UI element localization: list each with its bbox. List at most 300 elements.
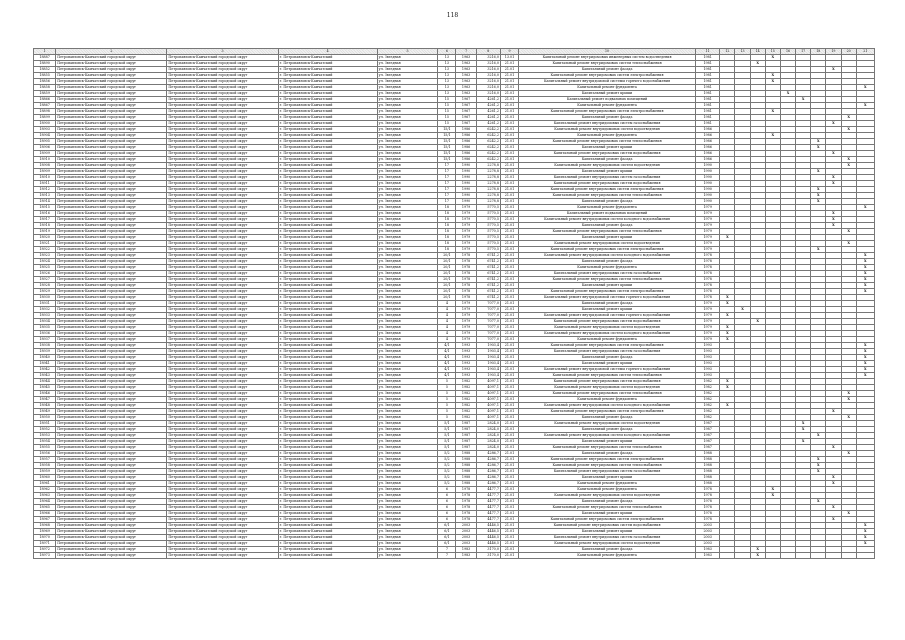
table-cell: 2003: [456, 535, 476, 541]
table-cell: ул. Звездная: [377, 289, 438, 295]
table-cell: 1983: [696, 553, 720, 559]
table-cell: Петропавловск-Камчатский городской округ: [167, 259, 278, 265]
table-cell: 1903,4: [476, 367, 500, 373]
year-mark-cell: X: [856, 349, 874, 355]
table-cell: 1963: [456, 91, 476, 97]
year-mark-cell: X: [826, 475, 841, 481]
table-cell: Капитальный ремонт внутридомовых систем электроснабжения: [519, 247, 696, 253]
table-cell: Петропавловск-Камчатский городской округ: [56, 469, 167, 475]
year-mark-cell: X: [856, 271, 874, 277]
year-mark-cell: X: [796, 439, 811, 445]
table-cell: 18903: [34, 127, 56, 133]
table-cell: 1978: [696, 289, 720, 295]
table-cell: ул. Звездная: [377, 229, 438, 235]
table-cell: Капитальный ремонт подвальных помещений: [519, 211, 696, 217]
table-cell: 18951: [34, 421, 56, 427]
year-mark-cell: X: [811, 139, 826, 145]
table-cell: ул. Звездная: [377, 541, 438, 547]
table-cell: 1993: [696, 349, 720, 355]
year-mark-cell: X: [811, 187, 826, 193]
table-cell: Петропавловск-Камчатский городской округ: [167, 475, 278, 481]
table-cell: ул. Звездная: [377, 139, 438, 145]
table-cell: 1903,4: [476, 361, 500, 367]
table-cell: 21.01: [500, 307, 518, 313]
table-cell: Петропавловск-Камчатский городской округ: [167, 229, 278, 235]
table-cell: ул. Звездная: [377, 487, 438, 493]
table-cell: ул. Звездная: [377, 307, 438, 313]
capital-repair-table-container: [33, 48, 875, 559]
table-cell: ул. Звездная: [377, 421, 438, 427]
table-cell: Петропавловск-Камчатский городской округ: [56, 127, 167, 133]
table-cell: г. Петропавловск-Камчатский: [278, 259, 377, 265]
table-cell: Капитальный ремонт крыши: [519, 235, 696, 241]
table-cell: ул. Звездная: [377, 379, 438, 385]
column-header: 3: [167, 49, 278, 55]
table-cell: Петропавловск-Камчатский городской округ: [167, 283, 278, 289]
year-mark-cell: X: [765, 487, 780, 493]
page-number: 118: [446, 12, 459, 19]
table-cell: 4: [438, 325, 456, 331]
table-cell: ул. Звездная: [377, 433, 438, 439]
table-cell: 4477,7: [476, 499, 500, 505]
table-cell: 5/2: [438, 457, 456, 463]
table-cell: 5: [438, 385, 456, 391]
table-cell: Петропавловск-Камчатский городской округ: [167, 61, 278, 67]
table-cell: г. Петропавловск-Камчатский: [278, 451, 377, 457]
table-cell: 4446,5: [476, 535, 500, 541]
table-cell: 18906: [34, 145, 56, 151]
year-mark-cell: [841, 553, 856, 559]
table-cell: 20/1: [438, 283, 456, 289]
table-cell: ул. Звездная: [377, 427, 438, 433]
table-cell: 1982: [696, 385, 720, 391]
table-cell: 21.01: [500, 193, 518, 199]
table-cell: Петропавловск-Камчатский городской округ: [167, 517, 278, 523]
table-cell: 4097,1: [476, 415, 500, 421]
table-cell: Капитальный ремонт фасада: [519, 355, 696, 361]
year-mark-cell: X: [856, 205, 874, 211]
table-cell: 1981: [696, 55, 720, 61]
column-header: 4: [278, 49, 377, 55]
table-cell: Петропавловск-Камчатский городской округ: [167, 547, 278, 553]
table-cell: 18855: [34, 73, 56, 79]
table-cell: 15/1: [438, 139, 456, 145]
table-cell: 1986: [456, 151, 476, 157]
table-cell: Капитальный ремонт фасада: [519, 415, 696, 421]
table-cell: 1979: [456, 211, 476, 217]
table-cell: 21.01: [500, 445, 518, 451]
table-cell: 2278,8: [476, 193, 500, 199]
table-cell: 1979: [696, 337, 720, 343]
table-cell: г. Петропавловск-Камчатский: [278, 151, 377, 157]
column-header: 13: [735, 49, 750, 55]
table-cell: г. Петропавловск-Камчатский: [278, 265, 377, 271]
table-cell: Петропавловск-Камчатский городской округ: [56, 475, 167, 481]
table-cell: 1981: [696, 79, 720, 85]
table-cell: Капитальный ремонт внутридомовых систем теплоснабжения: [519, 391, 696, 397]
year-mark-cell: X: [765, 55, 780, 61]
table-cell: г. Петропавловск-Камчатский: [278, 325, 377, 331]
table-cell: 15/1: [438, 151, 456, 157]
table-cell: 1990: [456, 187, 476, 193]
table-cell: 1979: [696, 247, 720, 253]
table-cell: 1990: [456, 163, 476, 169]
table-cell: Петропавловск-Камчатский городской округ: [167, 529, 278, 535]
table-cell: 1979: [696, 205, 720, 211]
table-cell: Петропавловск-Камчатский городской округ: [56, 523, 167, 529]
table-cell: Петропавловск-Камчатский городской округ: [167, 505, 278, 511]
table-cell: 1978: [456, 283, 476, 289]
table-cell: ул. Звездная: [377, 313, 438, 319]
table-cell: г. Петропавловск-Камчатский: [278, 109, 377, 115]
table-cell: 6242,2: [476, 151, 500, 157]
table-cell: 5/1: [438, 439, 456, 445]
table-cell: г. Петропавловск-Камчатский: [278, 139, 377, 145]
table-cell: 1963: [456, 79, 476, 85]
year-mark-cell: X: [811, 145, 826, 151]
table-cell: 1982: [696, 397, 720, 403]
table-cell: г. Петропавловск-Камчатский: [278, 373, 377, 379]
table-cell: 2003: [696, 535, 720, 541]
table-cell: ул. Звездная: [377, 439, 438, 445]
table-cell: Капитальный ремонт внутридомовых систем холодного водоснабжения: [519, 403, 696, 409]
table-cell: 1978: [456, 295, 476, 301]
table-cell: 4477,7: [476, 517, 500, 523]
table-cell: 1988: [456, 457, 476, 463]
table-cell: 13: [438, 55, 456, 61]
table-cell: 1987: [456, 433, 476, 439]
table-cell: Капитальный ремонт внутридомовых систем газоснабжения: [519, 469, 696, 475]
table-cell: 1982: [696, 391, 720, 397]
table-cell: 5770,5: [476, 247, 500, 253]
table-cell: 4477,7: [476, 505, 500, 511]
table-cell: 13: [438, 79, 456, 85]
table-cell: ул. Звездная: [377, 253, 438, 259]
table-cell: 5: [438, 391, 456, 397]
table-cell: 18: [438, 247, 456, 253]
table-cell: ул. Звездная: [377, 187, 438, 193]
table-cell: 4: [438, 337, 456, 343]
table-cell: ул. Звездная: [377, 133, 438, 139]
table-cell: Петропавловск-Камчатский городской округ: [167, 115, 278, 121]
table-cell: Капитальный ремонт крыши: [519, 475, 696, 481]
table-cell: 1978: [696, 259, 720, 265]
table-cell: ул. Звездная: [377, 91, 438, 97]
table-cell: 1986: [696, 157, 720, 163]
table-cell: 21.01: [500, 301, 518, 307]
year-mark-cell: X: [796, 421, 811, 427]
table-cell: Петропавловск-Камчатский городской округ: [56, 133, 167, 139]
table-cell: 21.01: [500, 181, 518, 187]
table-cell: Капитальный ремонт внутридомовых систем электроснабжения: [519, 73, 696, 79]
table-cell: 7077,0: [476, 319, 500, 325]
table-cell: ул. Звездная: [377, 277, 438, 283]
table-cell: 4261,2: [476, 103, 500, 109]
table-cell: 1987: [696, 427, 720, 433]
table-cell: 4261,2: [476, 109, 500, 115]
year-mark-cell: X: [796, 427, 811, 433]
table-cell: Петропавловск-Камчатский городской округ: [167, 319, 278, 325]
table-cell: 1986: [456, 133, 476, 139]
table-cell: Петропавловск-Камчатский городской округ: [167, 307, 278, 313]
table-cell: Петропавловск-Камчатский городской округ: [167, 409, 278, 415]
table-cell: Петропавловск-Камчатский городской округ: [167, 301, 278, 307]
table-cell: ул. Звездная: [377, 283, 438, 289]
table-cell: Петропавловск-Камчатский городской округ: [167, 427, 278, 433]
table-cell: Петропавловск-Камчатский городской округ: [56, 247, 167, 253]
table-cell: 21.01: [500, 349, 518, 355]
table-cell: Капитальный ремонт фасада: [519, 301, 696, 307]
table-cell: 1978: [456, 505, 476, 511]
table-cell: 15/1: [438, 133, 456, 139]
table-cell: 18945: [34, 385, 56, 391]
table-cell: 1986: [456, 139, 476, 145]
table-cell: 1903,4: [476, 343, 500, 349]
table-cell: 4261,2: [476, 115, 500, 121]
table-cell: 20/1: [438, 289, 456, 295]
year-mark-cell: X: [856, 103, 874, 109]
table-cell: 21.01: [500, 547, 518, 553]
table-cell: 6242,2: [476, 133, 500, 139]
table-cell: 21.01: [500, 397, 518, 403]
table-cell: Капитальный ремонт внутридомовых систем водоотведения: [519, 421, 696, 427]
table-cell: 2824,0: [476, 433, 500, 439]
table-cell: Капитальный ремонт фундамента: [519, 265, 696, 271]
table-cell: Капитальный ремонт внутридомовых систем водоснабжения: [519, 523, 696, 529]
table-cell: ул. Звездная: [377, 259, 438, 265]
table-cell: 1978: [456, 517, 476, 523]
column-header: 18: [811, 49, 826, 55]
table-cell: 18921: [34, 241, 56, 247]
table-cell: 1990: [456, 169, 476, 175]
table-cell: Капитальный ремонт внутридомовой системы горячего водоснабжения: [519, 367, 696, 373]
table-cell: 5/1: [438, 445, 456, 451]
table-cell: 1983: [456, 547, 476, 553]
table-cell: Капитальный ремонт крыши: [519, 169, 696, 175]
table-cell: 2003: [456, 523, 476, 529]
table-cell: г. Петропавловск-Камчатский: [278, 85, 377, 91]
table-cell: 18916: [34, 211, 56, 217]
table-cell: 4477,7: [476, 511, 500, 517]
table-cell: 13: [438, 73, 456, 79]
column-header: 21: [856, 49, 874, 55]
table-cell: ул. Звездная: [377, 481, 438, 487]
table-cell: 5/2: [438, 475, 456, 481]
table-cell: ул. Звездная: [377, 403, 438, 409]
table-cell: Петропавловск-Камчатский городской округ: [167, 97, 278, 103]
table-cell: 20/1: [438, 271, 456, 277]
table-cell: 1978: [456, 265, 476, 271]
table-cell: Капитальный ремонт внутридомовой системы горячего водоснабжения: [519, 79, 696, 85]
year-mark-cell: X: [750, 553, 765, 559]
table-cell: г. Петропавловск-Камчатский: [278, 481, 377, 487]
table-cell: ул. Звездная: [377, 265, 438, 271]
table-cell: 21.01: [500, 451, 518, 457]
table-cell: г. Петропавловск-Камчатский: [278, 253, 377, 259]
table-cell: 18954: [34, 439, 56, 445]
table-cell: г. Петропавловск-Камчатский: [278, 379, 377, 385]
year-mark-cell: X: [841, 229, 856, 235]
table-cell: 1982: [456, 403, 476, 409]
table-cell: 1963: [456, 67, 476, 73]
table-cell: Петропавловск-Камчатский городской округ: [56, 289, 167, 295]
table-cell: 1988: [456, 451, 476, 457]
year-mark-cell: X: [841, 127, 856, 133]
table-cell: Петропавловск-Камчатский городской округ: [56, 439, 167, 445]
table-cell: 18900: [34, 121, 56, 127]
table-cell: 4286,7: [476, 475, 500, 481]
table-cell: 1979: [696, 241, 720, 247]
table-cell: 18929: [34, 289, 56, 295]
table-cell: 18856: [34, 79, 56, 85]
table-cell: 18920: [34, 235, 56, 241]
table-cell: 6/1: [438, 523, 456, 529]
table-cell: 21.01: [500, 175, 518, 181]
table-cell: 1979: [456, 337, 476, 343]
table-cell: Петропавловск-Камчатский городской округ: [56, 67, 167, 73]
table-cell: 6242,2: [476, 145, 500, 151]
table-cell: Капитальный ремонт внутридомовых систем газоснабжения: [519, 271, 696, 277]
table-cell: Петропавловск-Камчатский городской округ: [167, 403, 278, 409]
table-cell: Петропавловск-Камчатский городской округ: [56, 415, 167, 421]
table-cell: ул. Звездная: [377, 451, 438, 457]
table-cell: 21.01: [500, 289, 518, 295]
table-cell: 1963: [456, 61, 476, 67]
table-cell: Петропавловск-Камчатский городской округ: [56, 169, 167, 175]
table-cell: 1982: [456, 379, 476, 385]
table-cell: 15/1: [438, 145, 456, 151]
table-cell: 4446,5: [476, 523, 500, 529]
table-cell: Петропавловск-Камчатский городской округ: [167, 313, 278, 319]
table-cell: 1979: [456, 235, 476, 241]
year-mark-cell: [765, 553, 780, 559]
table-cell: Петропавловск-Камчатский городской округ: [167, 541, 278, 547]
year-mark-cell: X: [826, 217, 841, 223]
table-cell: Капитальный ремонт внутридомовых систем электроснабжения: [519, 457, 696, 463]
table-cell: 21.01: [500, 529, 518, 535]
table-cell: 21.01: [500, 313, 518, 319]
table-cell: 18938: [34, 343, 56, 349]
table-cell: 1990: [696, 181, 720, 187]
table-cell: Петропавловск-Камчатский городской округ: [167, 193, 278, 199]
table-cell: 18918: [34, 223, 56, 229]
table-cell: г. Петропавловск-Камчатский: [278, 289, 377, 295]
table-cell: г. Петропавловск-Камчатский: [278, 445, 377, 451]
table-cell: 1981: [696, 121, 720, 127]
table-cell: 18931: [34, 301, 56, 307]
table-cell: 18905: [34, 139, 56, 145]
table-cell: Петропавловск-Камчатский городской округ: [56, 421, 167, 427]
table-cell: 18955: [34, 445, 56, 451]
column-header: 9: [500, 49, 518, 55]
table-cell: Капитальный ремонт внутридомовых систем электроснабжения: [519, 517, 696, 523]
table-cell: Петропавловск-Камчатский городской округ: [56, 325, 167, 331]
table-cell: 17: [438, 175, 456, 181]
table-cell: 18959: [34, 469, 56, 475]
table-cell: Петропавловск-Камчатский городской округ: [167, 133, 278, 139]
table-cell: 4261,2: [476, 97, 500, 103]
table-cell: 18965: [34, 505, 56, 511]
table-cell: ул. Звездная: [377, 211, 438, 217]
table-cell: Капитальный ремонт фундамента: [519, 481, 696, 487]
table-cell: 21.01: [500, 109, 518, 115]
year-mark-cell: X: [826, 517, 841, 523]
table-cell: 6/1: [438, 535, 456, 541]
table-cell: 21.01: [500, 67, 518, 73]
table-cell: 18934: [34, 319, 56, 325]
table-cell: ул. Звездная: [377, 301, 438, 307]
table-cell: Капитальный ремонт внутридомовых систем водоотведения: [519, 493, 696, 499]
table-cell: 18898: [34, 109, 56, 115]
table-cell: Петропавловск-Камчатский городской округ: [167, 211, 278, 217]
table-cell: ул. Звездная: [377, 415, 438, 421]
table-cell: 7077,0: [476, 325, 500, 331]
table-cell: 1979: [456, 325, 476, 331]
table-cell: 6: [438, 493, 456, 499]
year-mark-cell: X: [750, 61, 765, 67]
year-mark-cell: X: [841, 391, 856, 397]
table-cell: 1983: [696, 547, 720, 553]
table-cell: 1979: [696, 325, 720, 331]
table-cell: 21.01: [500, 319, 518, 325]
table-cell: 18966: [34, 511, 56, 517]
table-cell: Петропавловск-Камчатский городской округ: [167, 433, 278, 439]
table-cell: 18: [438, 205, 456, 211]
table-cell: 1979: [696, 301, 720, 307]
table-cell: ул. Звездная: [377, 109, 438, 115]
table-cell: 2278,8: [476, 169, 500, 175]
table-cell: 20/1: [438, 265, 456, 271]
table-cell: 21.01: [500, 223, 518, 229]
table-cell: 1979: [696, 235, 720, 241]
table-cell: 6741,2: [476, 295, 500, 301]
table-cell: 21.01: [500, 295, 518, 301]
table-cell: г. Петропавловск-Камчатский: [278, 283, 377, 289]
year-mark-cell: X: [780, 91, 795, 97]
table-cell: 2278,8: [476, 163, 500, 169]
table-cell: Капитальный ремонт внутридомовых систем водоотведения: [519, 163, 696, 169]
table-cell: 5770,5: [476, 223, 500, 229]
table-cell: Петропавловск-Камчатский городской округ: [167, 265, 278, 271]
table-cell: 18908: [34, 163, 56, 169]
table-cell: 1979: [456, 241, 476, 247]
table-cell: ул. Звездная: [377, 457, 438, 463]
table-cell: Капитальный ремонт внутридомовых инженерных систем водоотведения: [519, 55, 696, 61]
table-cell: Петропавловск-Камчатский городской округ: [167, 355, 278, 361]
table-cell: Петропавловск-Камчатский городской округ: [56, 499, 167, 505]
table-cell: г. Петропавловск-Камчатский: [278, 199, 377, 205]
table-cell: Петропавловск-Камчатский городской округ: [167, 79, 278, 85]
table-cell: 4/1: [438, 343, 456, 349]
table-cell: 1903,4: [476, 355, 500, 361]
table-cell: 4/1: [438, 367, 456, 373]
table-cell: 4286,7: [476, 463, 500, 469]
table-cell: 4097,1: [476, 409, 500, 415]
table-cell: Петропавловск-Камчатский городской округ: [56, 307, 167, 313]
table-cell: Петропавловск-Камчатский городской округ: [167, 109, 278, 115]
table-cell: Петропавловск-Камчатский городской округ: [167, 493, 278, 499]
year-mark-cell: X: [720, 403, 735, 409]
table-cell: Капитальный ремонт крыши: [519, 145, 696, 151]
table-cell: 6: [438, 487, 456, 493]
table-cell: Петропавловск-Камчатский городской округ: [56, 331, 167, 337]
table-cell: Капитальный ремонт фасада: [519, 259, 696, 265]
table-cell: 1988: [456, 475, 476, 481]
table-cell: Капитальный ремонт внутридомовых систем водоотведения: [519, 325, 696, 331]
table-cell: 21.01: [500, 403, 518, 409]
table-cell: г. Петропавловск-Камчатский: [278, 541, 377, 547]
table-cell: 4446,5: [476, 529, 500, 535]
